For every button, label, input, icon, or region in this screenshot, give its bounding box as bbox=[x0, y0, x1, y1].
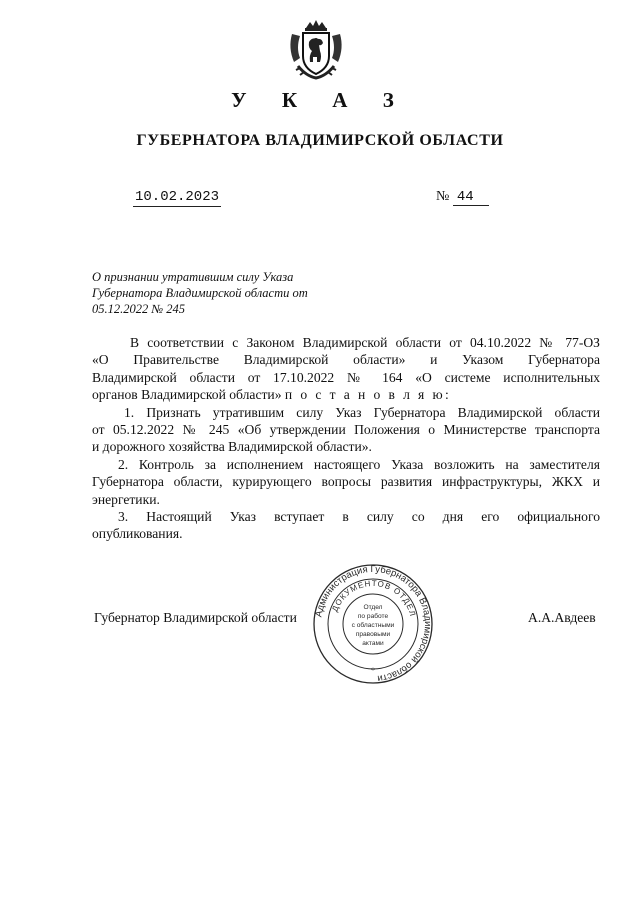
body-line: 3. Настоящий Указ вступает в силу со дня его официального bbox=[118, 508, 600, 524]
stamp-center-line: актами bbox=[362, 640, 384, 647]
body-line: от 05.12.2022 № 245 «Об утверждении Положения о Министерстве транспорта bbox=[92, 421, 600, 437]
number-label: № bbox=[436, 189, 450, 204]
document-heading bbox=[92, 269, 352, 317]
heading-line: Губернатора Владимирской области от bbox=[92, 286, 308, 300]
body-line: Губернатора области, курирующего вопросы развития инфраструктуры, ЖКХ и bbox=[92, 474, 600, 490]
heading-line: 05.12.2022 № 245 bbox=[92, 302, 186, 316]
signature-position: Губернатор Владимирской области bbox=[94, 610, 297, 625]
body-line-with-decree bbox=[92, 386, 600, 403]
stamp-center-line: с областными bbox=[351, 622, 395, 629]
coat-of-arms-icon bbox=[286, 18, 346, 80]
decree-word: п о с т а н о в л я ю: bbox=[284, 387, 452, 403]
document-body bbox=[92, 334, 600, 543]
document-subtitle: ГУБЕРНАТОРА ВЛАДИМИРСКОЙ ОБЛАСТИ bbox=[136, 132, 504, 149]
body-line: 1. Признать утратившим силу Указ Губернатора Владимирской области bbox=[124, 404, 600, 420]
official-stamp bbox=[312, 563, 434, 685]
signature-name: А.А.Авдеев bbox=[528, 610, 596, 625]
svg-text:*: * bbox=[371, 666, 375, 675]
document-title: У К А З bbox=[231, 88, 409, 112]
document-number-block bbox=[436, 189, 489, 206]
body-line: 2. Контроль за исполнением настоящего Указа возложить на заместителя bbox=[118, 456, 600, 472]
stamp-center-line: по работе bbox=[357, 613, 389, 620]
document-number: 44 bbox=[453, 189, 489, 206]
stamp-outer-text: Администрация Губернатора Владимирской области bbox=[313, 563, 434, 684]
document-date: 10.02.2023 bbox=[135, 189, 220, 205]
body-line: опубликования. bbox=[92, 526, 183, 542]
heading-line: О признании утратившим силу Указа bbox=[92, 270, 294, 284]
body-line: органов Владимирской области» bbox=[92, 387, 282, 403]
body-line: Владимирской области от 17.10.2022 № 164 «О системе исполнительных bbox=[92, 369, 600, 385]
stamp-center-line: Отдел bbox=[363, 604, 383, 611]
stamp-center-line: правовыми bbox=[355, 631, 391, 638]
stamp-middle-text: ДОКУМЕНТОВ ОТДЕЛ bbox=[330, 578, 418, 618]
body-line: «О Правительстве Владимирской области» и Указом Губернатора bbox=[92, 352, 600, 368]
body-line: и дорожного хозяйства Владимирской области». bbox=[92, 439, 372, 455]
body-line: В соответствии с Законом Владимирской области от 04.10.2022 № 77-ОЗ bbox=[130, 335, 600, 350]
body-line: энергетики. bbox=[92, 491, 160, 507]
